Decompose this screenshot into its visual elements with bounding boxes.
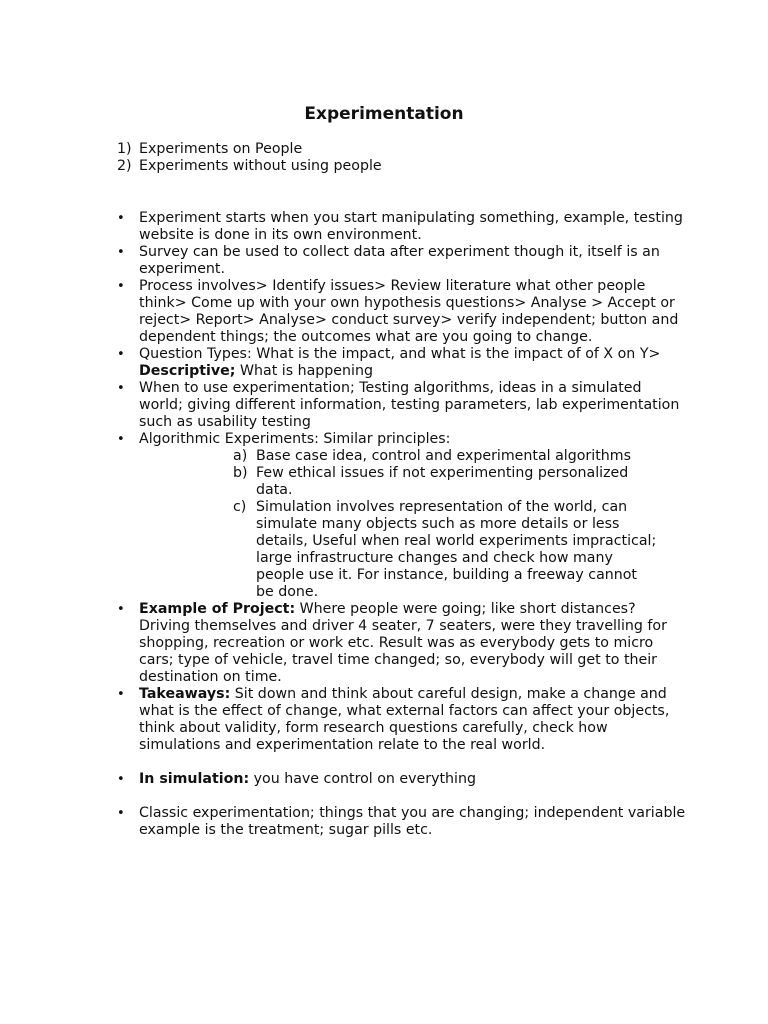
lettered-item [233,499,657,601]
bold-label: Descriptive; [139,363,236,379]
list-letter: a) [233,448,248,464]
bullet-text-part: Question Types: What is the impact, and what is the impact of of X on Y> [139,346,661,362]
numbered-list [117,141,697,175]
bullet-item [117,771,687,788]
bullet-icon: • [117,687,125,702]
bullet-item [117,431,687,448]
bullet-item [117,210,687,244]
bullet-icon: • [117,602,125,617]
bullet-text: Algorithmic Experiments: Similar principles: [139,431,451,447]
bold-label: Example of Project: [139,601,296,617]
bullet-text-part: What is happening [235,363,373,379]
bullet-icon: • [117,347,125,362]
list-letter: b) [233,465,248,481]
bullet-text [139,346,687,380]
bullet-icon: • [117,279,125,294]
list-number: 2) [117,158,132,174]
page-title: Experimentation [304,104,464,124]
bullet-text [139,686,687,754]
bullet-text-part: you have control on everything [249,771,476,787]
bullet-item [117,805,687,839]
bullet-icon: • [117,432,125,447]
numbered-item [117,141,697,158]
lettered-item-text: Base case idea, control and experimental algorithms [256,448,631,464]
bullet-text [139,601,687,686]
bullet-item [117,686,687,754]
bullet-list [117,210,687,839]
bullet-icon: • [117,211,125,226]
bullet-icon: • [117,381,125,396]
bullet-item [117,346,687,380]
bold-label: In simulation: [139,771,250,787]
bullet-text-part: Where people were going; like short distances? Driving themselves and driver 4 seater, 7 seaters, were they travelling for shopping, recreation or work etc. Result was as everybody gets to micro cars; type of vehicle, travel time changed; so, everybody will get to their destination on time. [139,601,667,685]
bullet-text-part: Sit down and think about careful design, make a change and what is the effect of change, what external factors can affect your objects, think about validity, form research questions carefully, check how simulations and experimentation relate to the real world. [139,686,670,753]
list-number: 1) [117,141,132,157]
bullet-item [117,380,687,431]
bullet-text: Process involves> Identify issues> Review literature what other people think> Come up with your own hypothesis questions> Analyse > Accept or reject> Report> Analyse> conduct survey> verify independent; button and dependent things; the outcomes what are you going to change. [139,278,679,345]
numbered-item-text: Experiments on People [139,141,303,157]
numbered-item-text: Experiments without using people [139,158,382,174]
bullet-text: When to use experimentation; Testing algorithms, ideas in a simulated world; giving different information, testing parameters, lab experimentation such as usability testing [139,380,680,430]
lettered-item [233,465,657,499]
bullet-icon: • [117,806,125,821]
bullet-icon: • [117,245,125,260]
bullet-text: Survey can be used to collect data after experiment though it, itself is an experiment. [139,244,660,277]
lettered-item-text: Simulation involves representation of the world, can simulate many objects such as more details or less details, Useful when real world experiments impractical; large infrastructure changes and check how many people use it. For instance, building a freeway cannot be done. [256,499,657,600]
bullet-item [117,244,687,278]
bullet-text: Classic experimentation; things that you are changing; independent variable example is the treatment; sugar pills etc. [139,805,686,838]
bullet-icon: • [117,772,125,787]
list-letter: c) [233,499,247,515]
lettered-item [233,448,657,465]
bullet-text: Experiment starts when you start manipulating something, example, testing website is done in its own environment. [139,210,683,243]
bullet-item [117,601,687,686]
bullet-text [139,771,687,788]
bold-label: Takeaways: [139,686,231,702]
numbered-item [117,158,697,175]
bullet-item [117,278,687,346]
lettered-sublist [233,448,657,601]
lettered-item-text: Few ethical issues if not experimenting personalized data. [256,465,629,498]
